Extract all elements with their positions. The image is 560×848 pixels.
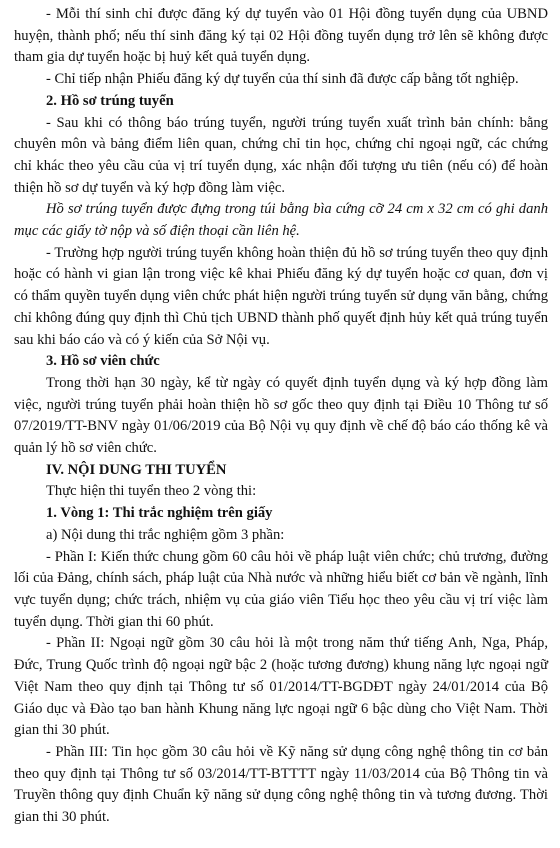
paragraph-part-1: - Phần I: Kiến thức chung gồm 60 câu hỏi về pháp luật viên chức; chủ trương, đường lối của Đảng, chính sách, pháp luật của Nhà nước và những hiểu biết cơ bản về ngành, lĩnh vực tuyển dụng; chức trách, nhiệm vụ của giáo viên Tiểu học theo yêu cầu vị trí việc làm tuyển dụng. Thời gian thi 60 phút. [14,548,548,630]
section-heading-round-1: 1. Vòng 1: Thi trắc nghiệm trên giấy [46,505,273,522]
paragraph-part-3: - Phần III: Tin học gồm 30 câu hỏi về Kỹ năng sử dụng công nghệ thông tin cơ bản theo quy định tại Thông tư số 03/2014/TT-BTTTT ngày 11/03/2014 của Bộ Thông tin và Truyền thông quy định Chuẩn kỹ năng sử dụng công nghệ thông tin và tương đương. Thời gian thi 30 phút. [14,743,548,826]
paragraph-diploma-requirement: - Chỉ tiếp nhận Phiếu đăng ký dự tuyển của thí sinh đã được cấp bằng tốt nghiệp. [46,71,519,88]
section-heading-winning-dossier: 2. Hồ sơ trúng tuyển [46,92,174,109]
paragraph-present-originals: - Sau khi có thông báo trúng tuyển, người trúng tuyển xuất trình bản chính: bằng chuyên môn và bảng điểm liên quan, chứng chỉ tin học, chứng chỉ ngoại ngữ, các chứng chỉ khác theo yêu cầu của vị trí tuyển dụng, xác nhận đối tượng ưu tiên (nếu có) để hoàn thiện hồ sơ dự tuyển và ký hợp đồng làm việc. [14,114,548,196]
paragraph-three-parts: a) Nội dung thi trắc nghiệm gồm 3 phần: [46,526,285,543]
section-heading-exam-content: IV. NỘI DUNG THI TUYỂN [46,461,227,478]
paragraph-cancellation-rule: - Trường hợp người trúng tuyển không hoàn thiện đủ hồ sơ trúng tuyển theo quy định hoặc có hành vi gian lận trong việc kê khai Phiếu đăng ký dự tuyển hoặc cơ quan, đơn vị có thẩm quyền tuyển dụng viên chức phát hiện người trúng tuyển sử dụng văn bằng, chứng chỉ không đúng quy định thì Chủ tịch UBND thành phố quyết định hủy kết quả trúng tuyển sau khi báo cáo và có ý kiến của Sở Nội vụ. [14,244,548,348]
paragraph-dossier-envelope-note: Hồ sơ trúng tuyển được đựng trong túi bằng bìa cứng cỡ 24 cm x 32 cm có ghi danh mục các giấy tờ nộp và số điện thoại cần liên hệ. [14,201,548,240]
paragraph-30-day-deadline: Trong thời hạn 30 ngày, kể từ ngày có quyết định tuyển dụng và ký hợp đồng làm việc, người trúng tuyển phải hoàn thiện hồ sơ gốc theo quy định tại Điều 10 Thông tư số 07/2019/TT-BNV ngày 01/06/2019 của Bộ Nội vụ quy định về chế độ báo cáo thống kê và quản lý hồ sơ viên chức. [14,374,548,457]
section-heading-employee-dossier: 3. Hồ sơ viên chức [46,353,160,370]
paragraph-part-2: - Phần II: Ngoại ngữ gồm 30 câu hỏi là một trong năm thứ tiếng Anh, Nga, Pháp, Đức, Trung Quốc trình độ ngoại ngữ bậc 2 (hoặc tương đương) khung năng lực ngoại ngữ Việt Nam theo quy định tại Thông tư số 01/2014/TT-BGDĐT ngày 24/01/2014 của Bộ Giáo dục và Đào tạo ban hành Khung năng lực ngoại ngữ 6 bậc dùng cho Việt Nam. Thời gian thi 30 phút. [14,635,548,739]
paragraph-registration-limit: - Mỗi thí sinh chỉ được đăng ký dự tuyển vào 01 Hội đồng tuyển dụng của UBND huyện, thành phố; nếu thí sinh đăng ký tại 02 Hội đồng tuyển dụng trở lên sẽ không được tham gia dự tuyển hoặc bị huỷ kết quả tuyển dụng. [14,6,548,66]
paragraph-two-rounds: Thực hiện thi tuyển theo 2 vòng thi: [46,483,257,500]
